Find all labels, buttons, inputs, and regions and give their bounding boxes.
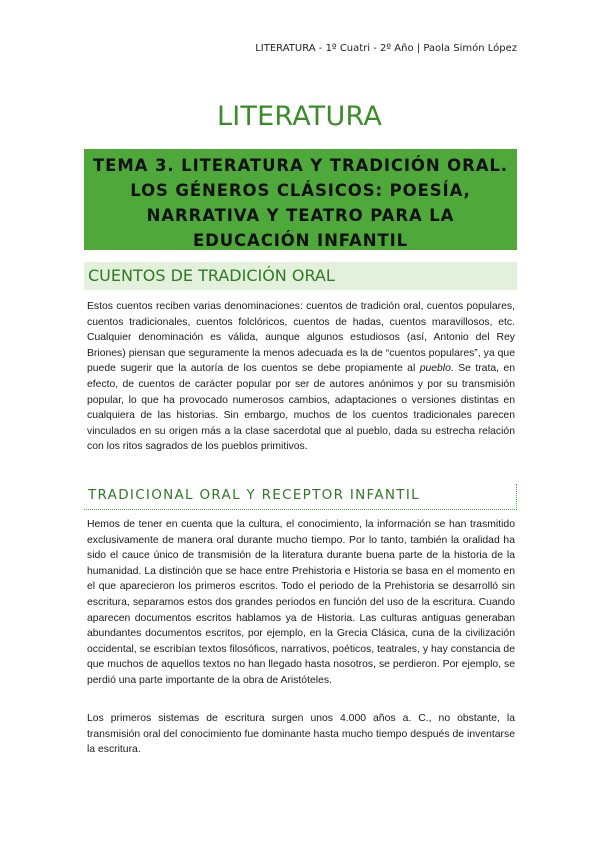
paragraph-escritura: Los primeros sistemas de escritura surgen unos 4.000 años a. C., no obstante, la transmisión oral del conocimiento fue dominante hasta mucho tiempo después de inventarse la escritura.: [87, 713, 515, 756]
section-heading-block: [84, 484, 517, 510]
section-heading-band: [84, 262, 517, 290]
topic-title: TEMA 3. LITERATURA Y TRADICIÓN ORAL. LOS GÉNEROS CLÁSICOS: POESÍA, NARRATIVA Y TEATRO PARA LA EDUCACIÓN INFANTIL: [93, 156, 508, 250]
section-heading-tradicional: TRADICIONAL ORAL Y RECEPTOR INFANTIL: [88, 487, 420, 503]
paragraph-cuentos: [87, 299, 515, 455]
running-header: LITERATURA - 1º Cuatri - 2º Año | Paola Simón López: [255, 43, 517, 54]
paragraph-cuentos-part2: . Se trata, en efecto, de cuentos de carácter popular por ser de autores anónimos y por su transmisión popular, lo que ha provocado numerosos cambios, adaptaciones o versiones distintas en cualquiera de las historias. Sin embargo, muchos de los cuentos tradicionales parecen vinculados en su origen más a la clase sacerdotal que al pueblo, dada su estrecha relación con los ritos sagrados de los pueblos primitivos.: [87, 363, 515, 453]
topic-banner: [84, 149, 517, 250]
paragraph-cuentos-part1: Estos cuentos reciben varias denominaciones: cuentos de tradición oral, cuentos populares, cuentos tradicionales, cuentos folclóricos, cuentos de hadas, cuentos maravillosos, etc. Cualquier denominación es válida, aunque algunos estudiosos (así, Antonio del Rey Briones) piensan que seguramente la menos adecuada es la de “cuentos populares”, ya que puede sugerir que la autoría de los cuentos se debe propiamente al: [87, 301, 515, 375]
document-title: LITERATURA: [217, 101, 382, 132]
emphasis-pueblo: pueblo: [419, 363, 451, 375]
section-heading-cuentos: CUENTOS DE TRADICIÓN ORAL: [88, 266, 335, 285]
paragraph-tradicion-oral: Hemos de tener en cuenta que la cultura, el conocimiento, la información se han trasmitido exclusivamente de manera oral durante mucho tiempo. Por lo tanto, también la oralidad ha sido el cauce único de transmisión de la literatura durante buena parte de la historia de la humanidad. La distinción que se hace entre Prehistoria e Historia se basa en el momento en el que aparecieron los primeros escritos. Todo el periodo de la Prehistoria se desarrolló sin escritura, separamos estos dos grandes periodos en función del uso de la escritura. Cuando aparecen documentos escritos hablamos ya de Historia. Las culturas antiguas generaban abundantes documentos escritos, por ejemplo, en la Grecia Clásica, cuna de la civilización occidental, se escribían textos filosóficos, narrativos, poéticos, teatrales, y hay constancia de que muchos de aquellos textos no han llegado hasta nosotros, se perdieron. Por ejemplo, se perdió una parte importante de la obra de Aristóteles.: [87, 519, 515, 686]
